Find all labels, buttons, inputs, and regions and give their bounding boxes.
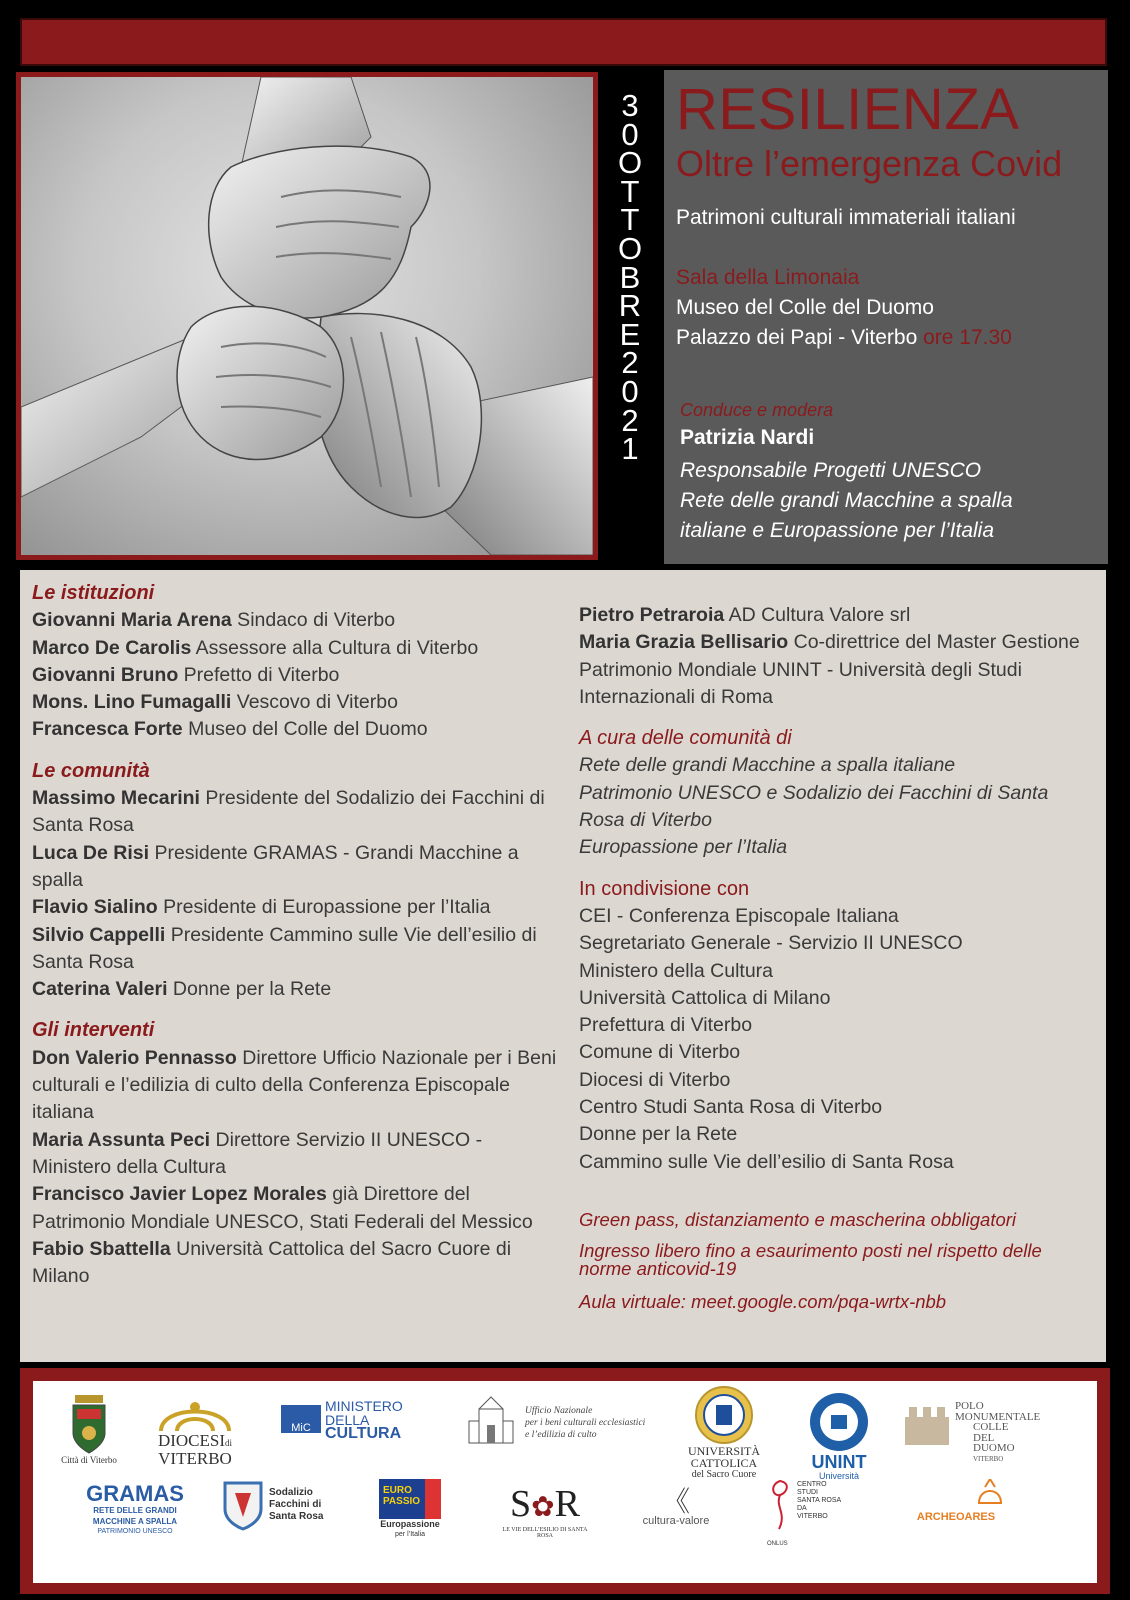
section-heading-speeches: Gli interventi bbox=[32, 1019, 155, 1042]
vertical-date bbox=[600, 88, 660, 552]
person-role: Vescovo di Viterbo bbox=[231, 691, 398, 714]
logo-label: del Sacro Cuore bbox=[691, 1469, 757, 1480]
archeoares-helmet-icon bbox=[975, 1479, 1005, 1505]
person-name: Flavio Sialino bbox=[32, 896, 158, 919]
program-entry bbox=[32, 635, 562, 662]
event-theme: Patrimoni culturali immateriali italiani bbox=[676, 206, 1016, 229]
logo-label: VITERBO bbox=[973, 1454, 1004, 1463]
title-panel bbox=[664, 70, 1108, 564]
person-role: Museo del Colle del Duomo bbox=[182, 718, 428, 741]
logo-gramas bbox=[85, 1483, 185, 1537]
program-entry bbox=[579, 629, 1099, 711]
list-item: Segretariato Generale - Servizio II UNESCO bbox=[579, 932, 963, 955]
sodalizio-crest-icon bbox=[221, 1479, 265, 1531]
list-item: Prefettura di Viterbo bbox=[579, 1014, 753, 1037]
virtual-room-link[interactable]: Aula virtuale: meet.google.com/pqa-wrtx-nbb bbox=[579, 1290, 947, 1312]
rose-icon: ✿ bbox=[531, 1492, 555, 1523]
logo-cultura-valore bbox=[631, 1486, 721, 1527]
list-item: CEI - Conferenza Episcopale Italiana bbox=[579, 904, 899, 927]
logo-cattolica bbox=[679, 1385, 769, 1480]
person-role: Co-direttrice del Master Gestione Patrimonio Mondiale UNINT - Università degli Studi Internazionali di Roma bbox=[579, 631, 1080, 708]
date-character: 2 bbox=[621, 402, 639, 438]
logo-label: VITERBO bbox=[797, 1513, 828, 1520]
logo-archeoares bbox=[901, 1493, 1011, 1523]
section-heading-institutions: Le istituzioni bbox=[32, 582, 155, 604]
hands-photo bbox=[21, 77, 593, 555]
unint-seal-icon bbox=[808, 1391, 870, 1453]
program-entry bbox=[32, 1181, 562, 1236]
viterbo-crest-icon bbox=[69, 1393, 109, 1455]
program-entry bbox=[32, 1127, 562, 1182]
logo-sodalizio bbox=[221, 1479, 331, 1523]
person-name: Maria Grazia Bellisario bbox=[579, 631, 789, 654]
logo-label: Ufficio Nazionale bbox=[525, 1406, 593, 1416]
logo-label: CATTOLICA bbox=[690, 1456, 758, 1470]
list-item: Università Cattolica di Milano bbox=[579, 986, 831, 1009]
logo-label: DIOCESI bbox=[157, 1431, 226, 1450]
list-item: Donne per la Rete bbox=[579, 1123, 738, 1146]
list-item: Rete delle grandi Macchine a spalla italiane bbox=[579, 754, 956, 777]
date-character: O bbox=[617, 230, 643, 266]
top-red-band bbox=[20, 18, 1107, 66]
logo-label: DA bbox=[797, 1505, 807, 1512]
person-name: Giovanni Bruno bbox=[32, 663, 179, 686]
person-role: Presidente del Sodalizio dei Facchini di Santa Rosa bbox=[32, 787, 545, 837]
date-character: 0 bbox=[621, 373, 639, 409]
logo-label: per i beni culturali ecclesiastici bbox=[525, 1418, 646, 1428]
polo-building-icon bbox=[903, 1403, 951, 1447]
person-role: Direttore Servizio II UNESCO - Ministero della Cultura bbox=[32, 1128, 483, 1178]
logo-label: per l’Italia bbox=[395, 1531, 425, 1538]
date-character: R bbox=[618, 288, 642, 324]
logo-label: MINISTERO bbox=[325, 1398, 403, 1414]
person-name: Don Valerio Pennasso bbox=[32, 1046, 237, 1069]
speakers-list-continued bbox=[579, 602, 1099, 711]
logo-label: COLLE bbox=[973, 1421, 1009, 1433]
person-role: Presidente GRAMAS - Grandi Macchine a spalla bbox=[32, 841, 519, 891]
section-heading-curated: A cura delle comunità di bbox=[579, 727, 792, 750]
logo-mic bbox=[281, 1399, 413, 1441]
event-title: RESILIENZA bbox=[676, 77, 1020, 142]
logo-diocesi bbox=[145, 1395, 245, 1467]
list-item: Patrimonio UNESCO e Sodalizio dei Facchini di Santa Rosa di Viterbo bbox=[579, 781, 1049, 832]
list-item: Centro Studi Santa Rosa di Viterbo bbox=[579, 1096, 883, 1119]
hands-illustration bbox=[21, 77, 593, 555]
section-heading-shared: In condivisione con bbox=[579, 877, 750, 900]
list-item: Cammino sulle Vie dell’esilio di Santa Rosa bbox=[579, 1150, 954, 1173]
institutions-list bbox=[32, 607, 562, 743]
diocesi-arch-icon bbox=[155, 1395, 235, 1433]
logo-ufficio-nazionale bbox=[463, 1395, 653, 1441]
logo-label: RETE DELLE GRANDI bbox=[93, 1506, 177, 1515]
date-character: B bbox=[619, 259, 641, 295]
logo-label: cultura-valore bbox=[642, 1515, 710, 1527]
program-entry bbox=[32, 785, 562, 840]
person-name: Caterina Valeri bbox=[32, 978, 168, 1001]
logo-label: DEL bbox=[973, 1431, 995, 1444]
date-character: 3 bbox=[621, 88, 639, 123]
logo-vie-esilio bbox=[495, 1485, 595, 1539]
person-name: Francisco Javier Lopez Morales bbox=[32, 1183, 327, 1206]
person-role: Prefetto di Viterbo bbox=[178, 663, 340, 686]
person-name: Maria Assunta Peci bbox=[32, 1128, 211, 1151]
logo-label: CENTRO bbox=[797, 1481, 827, 1488]
venue-room: Sala della Limonaia bbox=[676, 266, 860, 289]
notice-greenpass: Green pass, distanziamento e mascherina obbligatori bbox=[579, 1208, 1017, 1230]
logo-label: S bbox=[510, 1483, 532, 1525]
program-entry bbox=[32, 1045, 562, 1127]
logo-polo-monumentale bbox=[903, 1401, 1053, 1464]
person-role: Università Cattolica del Sacro Cuore di Milano bbox=[32, 1237, 512, 1288]
communities-list bbox=[32, 785, 562, 1003]
person-role: Presidente Cammino sulle Vie dell’esilio di Santa Rosa bbox=[32, 923, 537, 973]
program-entry bbox=[32, 840, 562, 895]
moderator-role-line: Rete delle grandi Macchine a spalla bbox=[680, 489, 1013, 512]
logo-label: MONUMENTALE bbox=[955, 1410, 1041, 1423]
speeches-list bbox=[32, 1045, 562, 1291]
program-entry bbox=[579, 602, 1099, 629]
person-name: Silvio Cappelli bbox=[32, 923, 166, 946]
moderator-label: Conduce e modera bbox=[680, 400, 834, 420]
logo-label: DUOMO bbox=[973, 1442, 1015, 1454]
person-name: Giovanni Maria Arena bbox=[32, 609, 232, 632]
shared-list bbox=[579, 903, 1099, 1176]
europassione-flag-icon bbox=[379, 1479, 441, 1519]
venue-palace bbox=[676, 326, 1012, 350]
logo-centro-studi bbox=[765, 1477, 855, 1547]
person-name: Marco De Carolis bbox=[32, 636, 192, 659]
notice-entry: Ingresso libero fino a esaurimento posti nel rispetto delle norme anticovid-19 bbox=[579, 1239, 1042, 1279]
logo-label: SANTA ROSA bbox=[797, 1497, 842, 1504]
cathedral-engraving-icon bbox=[463, 1395, 519, 1447]
date-character: O bbox=[617, 145, 643, 181]
logo-label: GRAMAS bbox=[86, 1481, 184, 1506]
section-heading-communities: Le comunità bbox=[32, 759, 150, 782]
event-subtitle: Oltre l’emergenza Covid bbox=[676, 143, 1063, 184]
person-name: Luca De Risi bbox=[32, 841, 150, 864]
person-name: Massimo Mecarini bbox=[32, 787, 200, 810]
logo-europassione bbox=[365, 1479, 455, 1539]
logo-mic-badge: MiC bbox=[281, 1405, 321, 1433]
list-item: Diocesi di Viterbo bbox=[579, 1068, 731, 1091]
logo-label: di bbox=[225, 1438, 233, 1448]
person-role: già Direttore del Patrimonio Mondiale UNESCO, Stati Federali del Messico bbox=[32, 1183, 533, 1233]
date-character: 2 bbox=[621, 345, 639, 381]
moderator-role-line: Responsabile Progetti UNESCO bbox=[680, 459, 982, 482]
list-item: Comune di Viterbo bbox=[579, 1041, 741, 1064]
program-entry bbox=[32, 716, 562, 743]
cultura-valore-mark-icon: 《 bbox=[661, 1486, 690, 1517]
moderator-role-line: italiane e Europassione per l’Italia bbox=[680, 519, 995, 542]
logo-label: ARCHEOARES bbox=[916, 1511, 996, 1523]
moderator-role bbox=[680, 456, 1100, 546]
person-role: Presidente di Europassione per l’Italia bbox=[157, 896, 491, 919]
partner-logos bbox=[33, 1381, 1097, 1583]
logo-label: Università bbox=[818, 1471, 859, 1481]
date-character: T bbox=[620, 173, 640, 209]
list-item: Europassione per l’Italia bbox=[579, 836, 788, 859]
list-item: Ministero della Cultura bbox=[579, 959, 774, 982]
person-name: Pietro Petraroia bbox=[579, 604, 725, 626]
program-panel bbox=[20, 570, 1106, 1362]
moderator-name: Patrizia Nardi bbox=[680, 426, 815, 449]
venue-museum: Museo del Colle del Duomo bbox=[676, 296, 934, 319]
program-entry bbox=[32, 662, 562, 689]
person-role: Sindaco di Viterbo bbox=[231, 609, 396, 632]
logo-label: EURO bbox=[383, 1485, 412, 1496]
logo-label: UNINT bbox=[811, 1452, 867, 1472]
person-role: Assessore alla Cultura di Viterbo bbox=[191, 636, 479, 659]
logo-label: Santa Rosa bbox=[269, 1511, 324, 1522]
logo-label: MACCHINE A SPALLA bbox=[92, 1517, 178, 1526]
date-character: 0 bbox=[621, 116, 639, 152]
program-entry bbox=[32, 1236, 562, 1291]
person-role: AD Cultura Valore srl bbox=[724, 604, 911, 626]
logo-label: POLO bbox=[955, 1400, 984, 1412]
person-name: Mons. Lino Fumagalli bbox=[32, 691, 232, 714]
logo-label: VITERBO bbox=[158, 1449, 232, 1468]
program-entry bbox=[32, 922, 562, 977]
logo-label: PASSIO bbox=[383, 1496, 421, 1507]
person-name: Fabio Sbattella bbox=[32, 1237, 171, 1260]
person-role: Direttore Ufficio Nazionale per i Beni culturali e l’edilizia di culto della Conferenza Episcopale italiana bbox=[32, 1046, 557, 1124]
logo-label: LE VIE DELL’ESILIO DI SANTA ROSA bbox=[502, 1527, 588, 1539]
logo-citta-viterbo bbox=[59, 1393, 119, 1465]
centro-studi-rose-icon bbox=[765, 1477, 795, 1535]
date-character: T bbox=[620, 202, 640, 238]
program-right-column bbox=[579, 602, 1099, 1312]
logo-label: UNIVERSITÀ bbox=[688, 1444, 760, 1458]
logo-label: ONLUS bbox=[767, 1541, 788, 1547]
logo-label: e l’edilizia di culto bbox=[525, 1430, 597, 1440]
logo-label: CULTURA bbox=[325, 1425, 402, 1442]
event-time: ore 17.30 bbox=[923, 326, 1012, 349]
program-entry bbox=[32, 976, 562, 1003]
photo-frame bbox=[16, 72, 598, 560]
logo-unint bbox=[799, 1391, 879, 1481]
logo-label: STUDI bbox=[797, 1489, 818, 1496]
curated-list bbox=[579, 752, 1099, 861]
logo-label: Sodalizio bbox=[269, 1487, 313, 1498]
person-role: Donne per la Rete bbox=[167, 978, 332, 1001]
logo-label: Europassione bbox=[380, 1519, 440, 1529]
date-character: E bbox=[619, 316, 641, 352]
logo-label: Città di Viterbo bbox=[61, 1455, 117, 1465]
program-left-column bbox=[32, 580, 562, 1290]
logo-label: Facchini di bbox=[269, 1499, 322, 1510]
person-name: Francesca Forte bbox=[32, 718, 183, 741]
logo-label: DELLA bbox=[325, 1412, 370, 1428]
program-entry bbox=[32, 689, 562, 716]
logo-label: PATRIMONIO UNESCO bbox=[97, 1528, 173, 1535]
program-entry bbox=[32, 894, 562, 921]
venue-palace-name: Palazzo dei Papi - Viterbo bbox=[676, 326, 918, 349]
logo-label: R bbox=[554, 1483, 580, 1525]
date-character: 1 bbox=[621, 431, 639, 467]
program-entry bbox=[32, 607, 562, 634]
cattolica-seal-icon bbox=[694, 1385, 754, 1445]
